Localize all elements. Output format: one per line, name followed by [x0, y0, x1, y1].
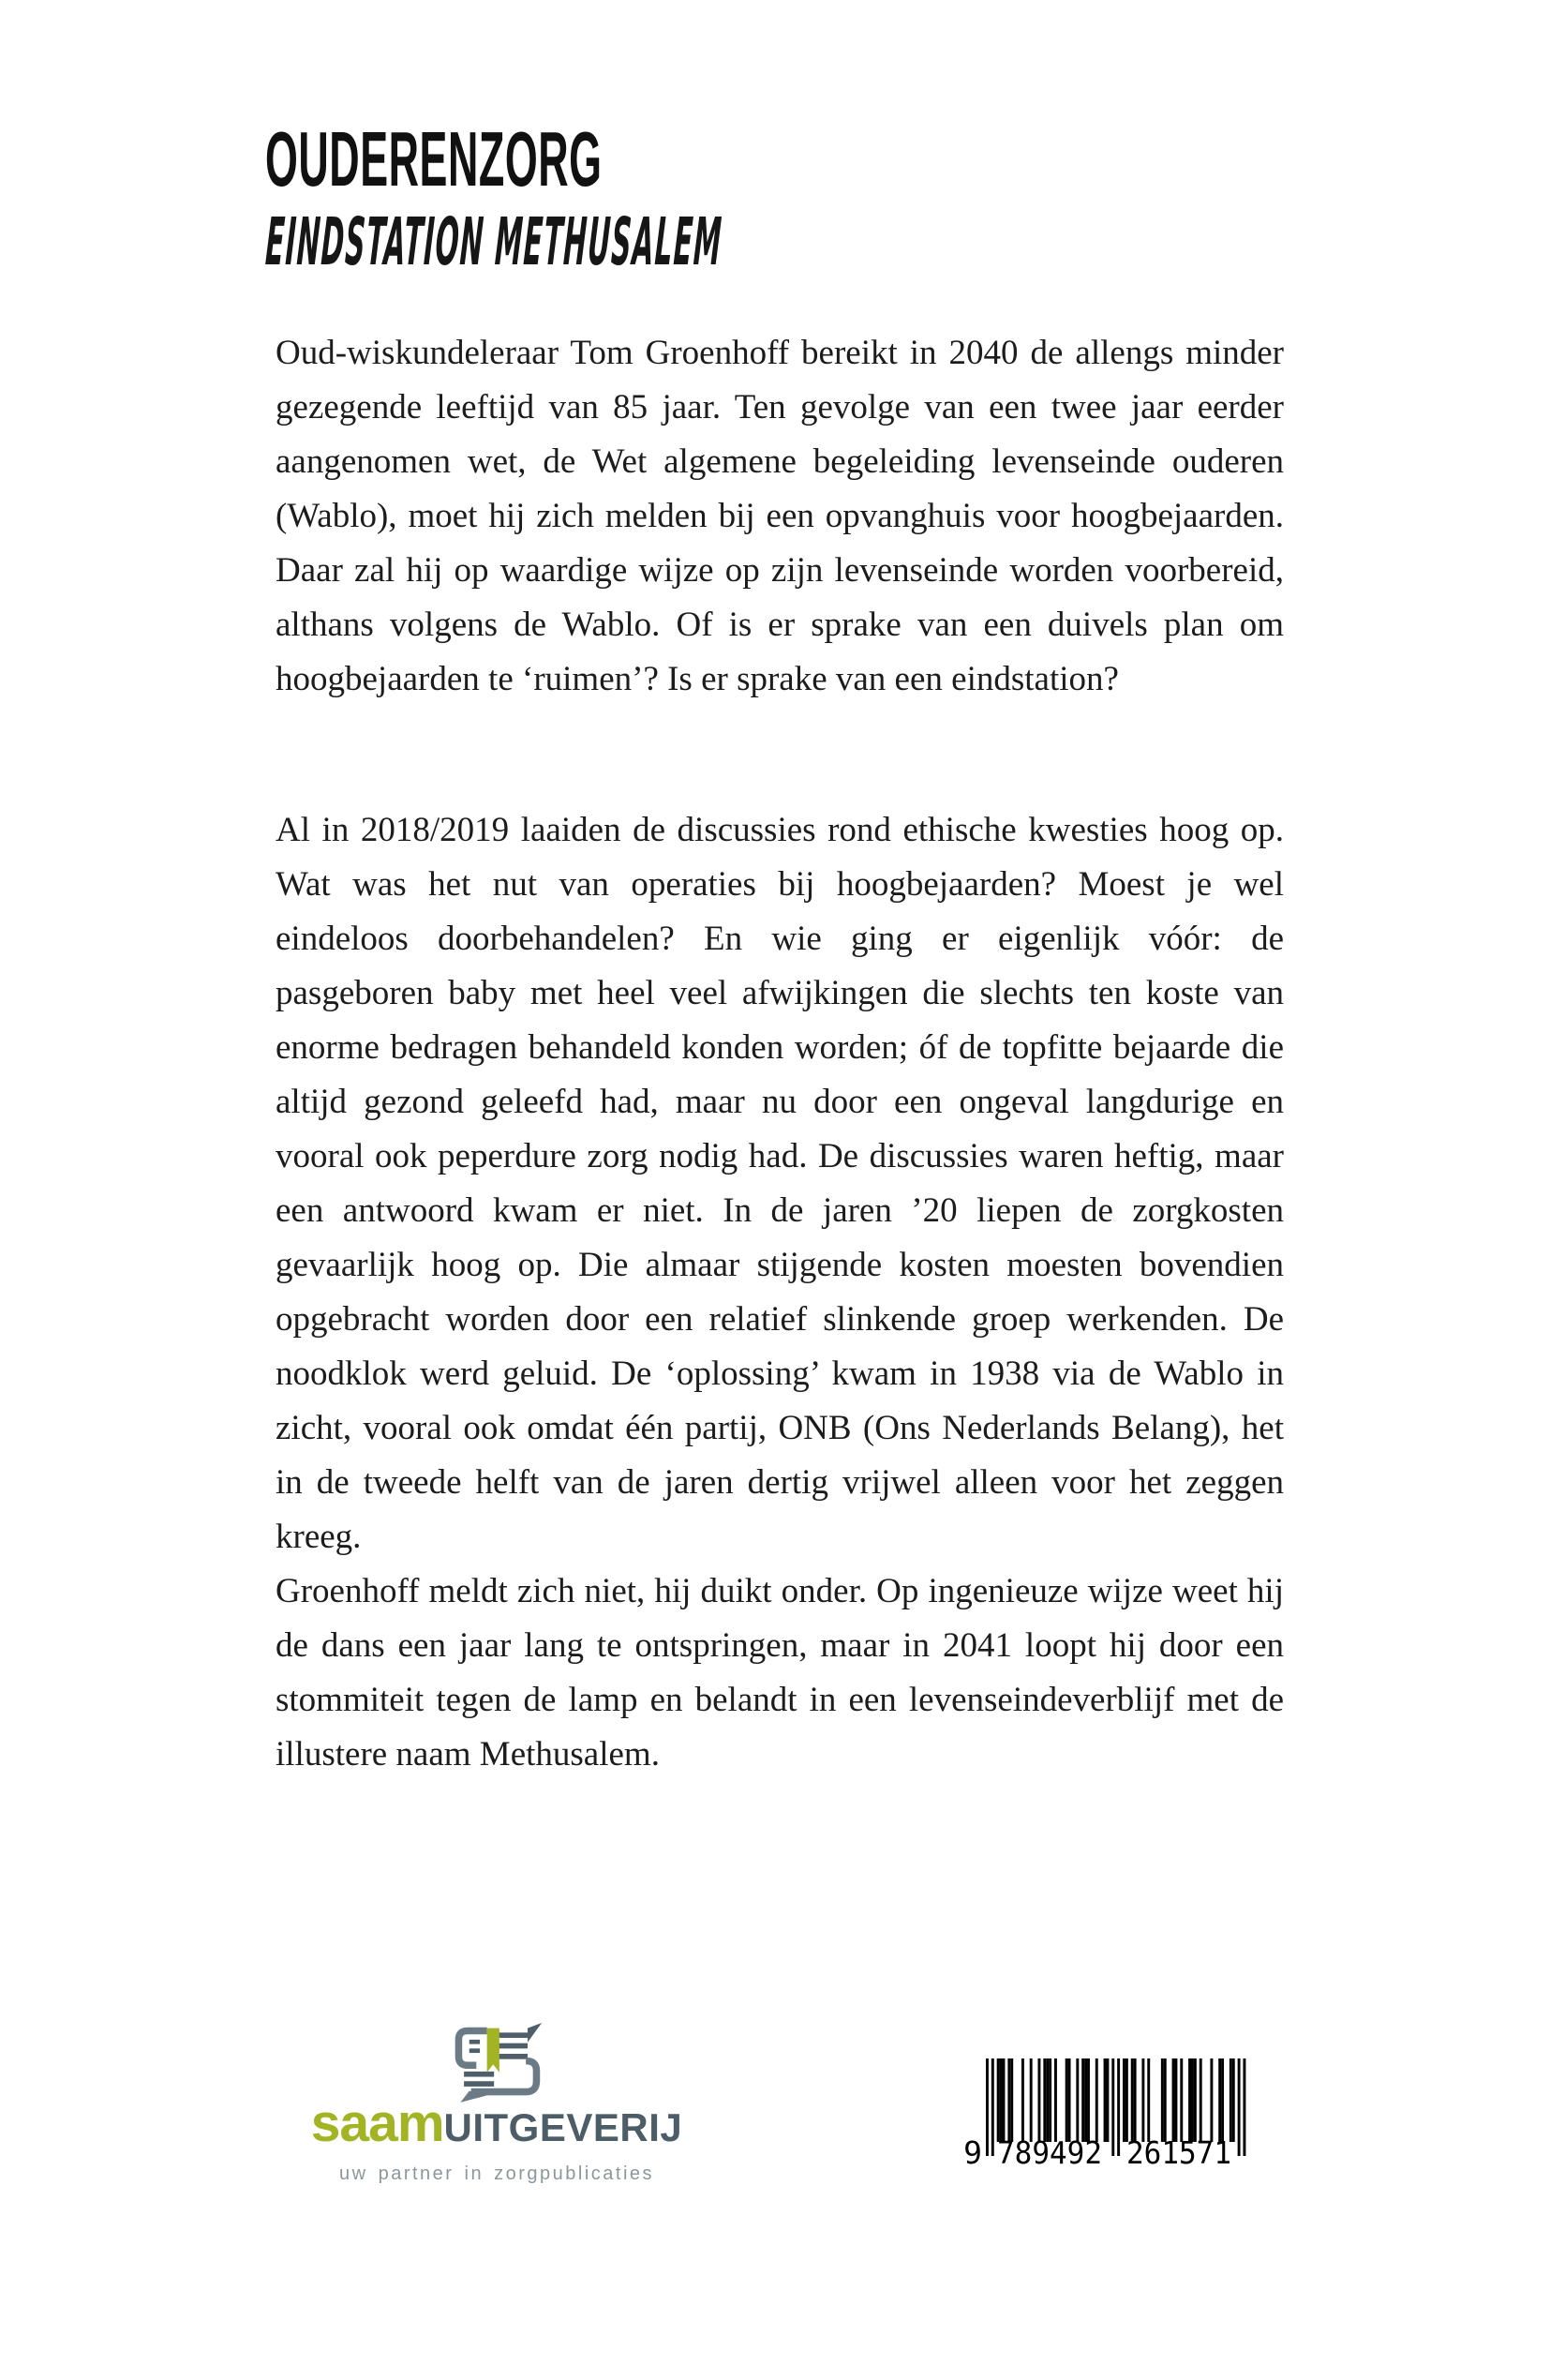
publisher-name-uitgeverij: UITGEVERIJ: [443, 2105, 683, 2149]
isbn-digits-group2: 261571: [1126, 2134, 1231, 2167]
ean13-barcode-graphic: [958, 2055, 1250, 2167]
blurb-paragraph-2: Al in 2018/2019 laaiden de discussies rond ethische kwesties hoog op. Wat was het nut van operaties bij hoogbejaarden? Moest je wel eindeloos doorbehandelen? En wie ging er eigenlijk vóór: de pasgeboren baby met heel veel afwijkingen die slechts ten koste van enorme bedragen behandeld konden worden; óf de topfitte bejaarde die altijd gezond geleefd had, maar nu door een ongeval langdurige en vooral ook peperdure zorg nodig had. De discussies waren heftig, maar een antwoord kwam er niet. In de jaren ’20 liepen de zorgkosten gevaarlijk hoog op. Die almaar stijgende kosten moesten bovendien opgebracht worden door een relatief slinkende groep werkenden. De noodklok werd geluid. De ‘oplossing’ kwam in 1938 via de Wablo in zicht, vooral ook omdat één partij, ONB (Ons Nederlands Belang), het in de tweede helft van de jaren dertig vrijwel alleen voor het zeggen kreeg.: [276, 811, 1284, 1556]
isbn-digit-prefix: 9: [963, 2134, 982, 2167]
book-title: OUDERENZORG: [265, 115, 603, 202]
isbn-barcode: [958, 2055, 1250, 2167]
publisher-tagline: uw partner in zorgpublicaties: [338, 2163, 655, 2184]
open-book-bookmark-icon: [450, 2021, 544, 2103]
isbn-digits-group1: 789492: [997, 2134, 1102, 2167]
publisher-name-saam: saam: [310, 2093, 444, 2153]
blurb-paragraph-3: Groenhoff meldt zich niet, hij duikt onder. Op ingenieuze wijze weet hij de dans een jaar lang te ontspringen, maar in 2041 loopt hij door een stommiteit tegen de lamp en belandt in een levenseindeverblijf met de illustere naam Methusalem.: [276, 1572, 1284, 1774]
publisher-wordmark: [310, 2093, 683, 2163]
blurb-paragraph-1: Oud-wiskundeleraar Tom Groenhoff bereikt in 2040 de allengs minder gezegende leeftijd van 85 jaar. Ten gevolge van een twee jaar eerder aangenomen wet, de Wet algemene begeleiding levenseinde ouderen (Wablo), moet hij zich melden bij een opvanghuis voor hoogbejaarden. Daar zal hij op waardige wijze op zijn levenseinde worden voorbereid, althans volgens de Wablo. Of is er sprake van een duivels plan om hoogbejaarden te ‘ruimen’? Is er sprake van een eindstation?: [276, 334, 1284, 698]
publisher-logo: [309, 2021, 684, 2185]
book-subtitle: EINDSTATION METHUSALEM: [263, 203, 724, 280]
back-cover-blurb: [276, 326, 1284, 1782]
